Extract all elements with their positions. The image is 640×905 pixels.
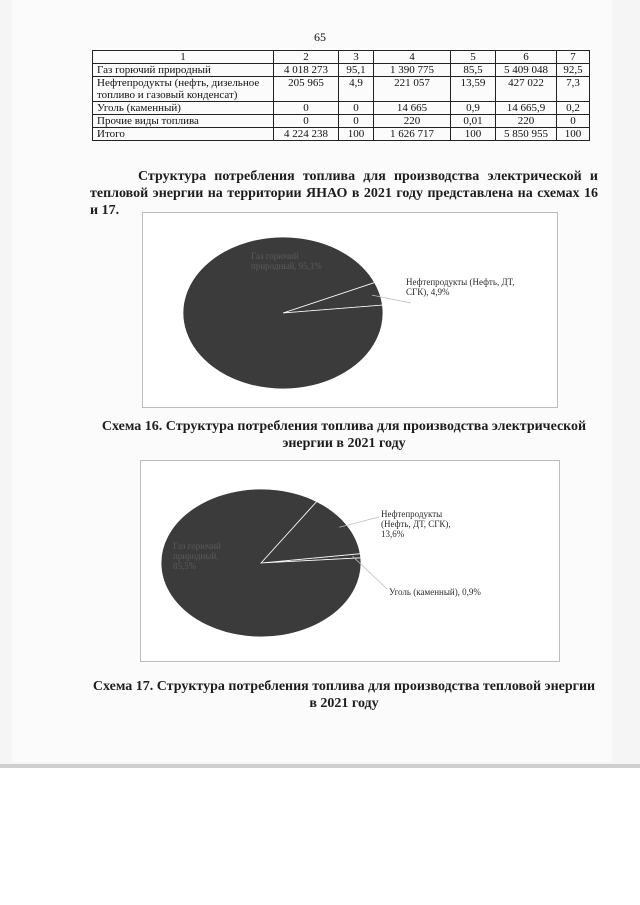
table-cell: Уголь (каменный)	[93, 102, 274, 115]
table-cell: 0,01	[451, 115, 496, 128]
table-cell: 4 224 238	[274, 128, 339, 141]
pie16-label-gas: Газ горючий природный, 95,1%	[251, 251, 322, 271]
table-cell: 100	[451, 128, 496, 141]
table-cell: 0	[274, 115, 339, 128]
table-cell: 205 965	[274, 77, 339, 102]
table-cell: 221 057	[374, 77, 451, 102]
table-header-cell: 3	[339, 51, 374, 64]
scan-edge	[0, 764, 640, 768]
table-row	[93, 102, 590, 115]
chart-16-caption: Схема 16. Структура потребления топлива для производства электрической энергии в 2021 году	[101, 419, 587, 451]
body-paragraph: Структура потребления топлива для производства электрической и тепловой энергии на территории ЯНАО в 2021 году представлена на схемах 16 и 17.	[90, 169, 598, 218]
table-cell: 4,9	[339, 77, 374, 102]
chart-17-frame	[140, 460, 560, 662]
table-cell: 85,5	[451, 64, 496, 77]
table-cell: Прочие виды топлива	[93, 115, 274, 128]
table-cell: 427 022	[496, 77, 557, 102]
table-header-cell: 6	[496, 51, 557, 64]
pie17-label-gas: Газ горючий природный, 85,5%	[173, 541, 221, 571]
table-cell: 92,5	[557, 64, 590, 77]
pie-chart-16	[143, 213, 557, 407]
table-row	[93, 115, 590, 128]
pie17-label-oil: Нефтепродукты (Нефть, ДТ, СГК), 13,6%	[381, 509, 451, 539]
table-cell: 0	[274, 102, 339, 115]
table-cell: 7,3	[557, 77, 590, 102]
table-cell: 0	[339, 115, 374, 128]
table-header-cell: 1	[93, 51, 274, 64]
table-cell: 1 626 717	[374, 128, 451, 141]
table-cell: 0	[339, 102, 374, 115]
pie17-leader-line-oil	[339, 517, 379, 527]
page-number: 65	[314, 30, 326, 44]
table-cell: 0	[557, 115, 590, 128]
table-cell: 14 665	[374, 102, 451, 115]
table-header-cell: 5	[451, 51, 496, 64]
chart-17-caption: Схема 17. Структура потребления топлива для производства тепловой энергии в 2021 году	[92, 679, 596, 711]
table-cell: 5 850 955	[496, 128, 557, 141]
table-header-row	[93, 51, 590, 64]
table-cell: 95,1	[339, 64, 374, 77]
table-cell: 0,2	[557, 102, 590, 115]
table-cell: Нефтепродукты (нефть, дизельное топливо и газовый конденсат)	[93, 77, 274, 102]
pie16-label-oil: Нефтепродукты (Нефть, ДТ, СГК), 4,9%	[406, 277, 515, 297]
table-header-cell: 4	[374, 51, 451, 64]
table-header-cell: 7	[557, 51, 590, 64]
table-cell: 220	[496, 115, 557, 128]
chart-16-frame	[142, 212, 558, 408]
table-cell: 100	[557, 128, 590, 141]
table-row	[93, 64, 590, 77]
table-header-cell: 2	[274, 51, 339, 64]
table-cell: 4 018 273	[274, 64, 339, 77]
table-cell: 100	[339, 128, 374, 141]
table-cell: 1 390 775	[374, 64, 451, 77]
table-cell: 14 665,9	[496, 102, 557, 115]
table-row	[93, 128, 590, 141]
table-cell: Итого	[93, 128, 274, 141]
table-cell: 13,59	[451, 77, 496, 102]
table-cell: 0,9	[451, 102, 496, 115]
table-row	[93, 77, 590, 102]
table-cell: 5 409 048	[496, 64, 557, 77]
pie17-label-coal: Уголь (каменный), 0,9%	[389, 587, 481, 597]
table-cell: 220	[374, 115, 451, 128]
fuel-table	[92, 50, 590, 141]
table-cell: Газ горючий природный	[93, 64, 274, 77]
